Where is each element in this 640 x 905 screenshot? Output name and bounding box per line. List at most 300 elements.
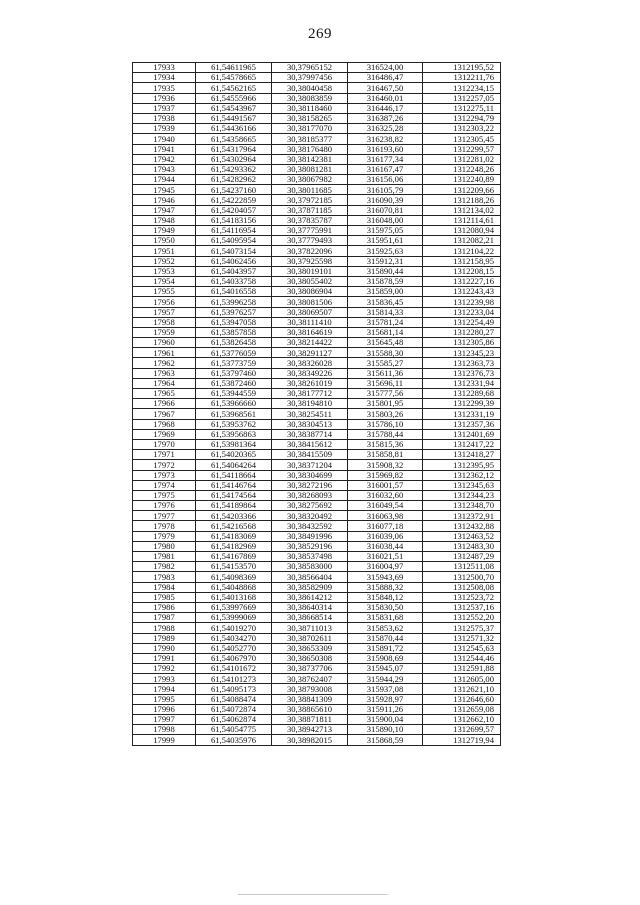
cell-y: 1312357,36 (423, 419, 501, 429)
cell-y: 1312345,63 (423, 480, 501, 490)
cell-num: 17981 (133, 552, 196, 562)
cell-y: 1312239,98 (423, 297, 501, 307)
table-row (133, 541, 501, 551)
cell-y: 1312158,95 (423, 256, 501, 266)
table-row (133, 389, 501, 399)
cell-num: 17944 (133, 175, 196, 185)
cell-x: 315831,68 (348, 613, 423, 623)
cell-lon: 30,38158265 (272, 113, 348, 123)
table-row (133, 63, 501, 73)
cell-y: 1312662,10 (423, 715, 501, 725)
cell-lat: 61,53776059 (196, 348, 272, 358)
cell-lon: 30,38491996 (272, 531, 348, 541)
table-row (133, 297, 501, 307)
cell-x: 315611,36 (348, 368, 423, 378)
cell-x: 315585,27 (348, 358, 423, 368)
cell-lon: 30,38081506 (272, 297, 348, 307)
table-row (133, 154, 501, 164)
table-row (133, 378, 501, 388)
table-row (133, 684, 501, 694)
cell-lat: 61,54611965 (196, 63, 272, 73)
table-row (133, 73, 501, 83)
cell-lon: 30,38349226 (272, 368, 348, 378)
coordinates-table (132, 62, 501, 746)
cell-x: 316070,81 (348, 205, 423, 215)
table-row (133, 562, 501, 572)
cell-lon: 30,38055402 (272, 276, 348, 286)
cell-lon: 30,38081281 (272, 164, 348, 174)
cell-num: 17961 (133, 348, 196, 358)
cell-x: 316238,82 (348, 134, 423, 144)
cell-lat: 61,53953762 (196, 419, 272, 429)
cell-lon: 30,38177712 (272, 389, 348, 399)
cell-num: 17975 (133, 490, 196, 500)
table-row (133, 226, 501, 236)
cell-y: 1312362,12 (423, 470, 501, 480)
table-row (133, 501, 501, 511)
table-row (133, 338, 501, 348)
cell-lon: 30,38268093 (272, 490, 348, 500)
coordinates-table-body (133, 63, 501, 746)
cell-num: 17995 (133, 694, 196, 704)
cell-x: 315951,61 (348, 236, 423, 246)
cell-y: 1312345,23 (423, 348, 501, 358)
cell-lon: 30,38185377 (272, 134, 348, 144)
cell-num: 17991 (133, 653, 196, 663)
cell-lat: 61,53872460 (196, 378, 272, 388)
cell-lat: 61,54116954 (196, 226, 272, 236)
cell-num: 17993 (133, 674, 196, 684)
table-row (133, 674, 501, 684)
cell-num: 17937 (133, 103, 196, 113)
cell-num: 17934 (133, 73, 196, 83)
cell-x: 315814,33 (348, 307, 423, 317)
cell-num: 17978 (133, 521, 196, 531)
cell-x: 315908,69 (348, 653, 423, 663)
cell-num: 17940 (133, 134, 196, 144)
cell-num: 17964 (133, 378, 196, 388)
cell-num: 17939 (133, 124, 196, 134)
page-number: 269 (308, 26, 332, 42)
cell-y: 1312248,26 (423, 164, 501, 174)
cell-y: 1312305,45 (423, 134, 501, 144)
cell-num: 17990 (133, 643, 196, 653)
cell-lon: 30,38793008 (272, 684, 348, 694)
cell-lon: 30,37871185 (272, 205, 348, 215)
cell-x: 315681,14 (348, 327, 423, 337)
cell-num: 17958 (133, 317, 196, 327)
cell-num: 17945 (133, 185, 196, 195)
cell-lat: 61,54436166 (196, 124, 272, 134)
cell-lat: 61,53966660 (196, 399, 272, 409)
cell-lat: 61,54182969 (196, 541, 272, 551)
table-row (133, 317, 501, 327)
cell-y: 1312699,57 (423, 725, 501, 735)
cell-y: 1312511,08 (423, 562, 501, 572)
cell-lat: 61,53976257 (196, 307, 272, 317)
cell-num: 17970 (133, 439, 196, 449)
cell-lat: 61,54282962 (196, 175, 272, 185)
cell-lat: 61,54183156 (196, 215, 272, 225)
cell-lon: 30,38737706 (272, 664, 348, 674)
cell-lat: 61,54317964 (196, 144, 272, 154)
cell-num: 17967 (133, 409, 196, 419)
cell-lon: 30,38111410 (272, 317, 348, 327)
cell-num: 17997 (133, 715, 196, 725)
cell-lat: 61,53981364 (196, 439, 272, 449)
cell-num: 17988 (133, 623, 196, 633)
cell-lat: 61,54062456 (196, 256, 272, 266)
cell-y: 1312227,16 (423, 276, 501, 286)
cell-y: 1312395,95 (423, 460, 501, 470)
table-row (133, 429, 501, 439)
cell-x: 316387,26 (348, 113, 423, 123)
cell-y: 1312523,72 (423, 592, 501, 602)
table-row (133, 592, 501, 602)
cell-lon: 30,37835787 (272, 215, 348, 225)
cell-y: 1312209,66 (423, 185, 501, 195)
cell-y: 1312305,86 (423, 338, 501, 348)
cell-lat: 61,54167869 (196, 552, 272, 562)
table-row (133, 450, 501, 460)
cell-lat: 61,54491567 (196, 113, 272, 123)
cell-x: 315781,24 (348, 317, 423, 327)
cell-lon: 30,38566404 (272, 572, 348, 582)
cell-lat: 61,54072874 (196, 704, 272, 714)
cell-lat: 61,54019270 (196, 623, 272, 633)
cell-lat: 61,54043957 (196, 266, 272, 276)
cell-lon: 30,38272196 (272, 480, 348, 490)
cell-num: 17962 (133, 358, 196, 368)
cell-lat: 61,54064264 (196, 460, 272, 470)
cell-y: 1312289,68 (423, 389, 501, 399)
cell-y: 1312544,46 (423, 653, 501, 663)
cell-y: 1312363,73 (423, 358, 501, 368)
cell-y: 1312552,20 (423, 613, 501, 623)
cell-x: 315912,31 (348, 256, 423, 266)
cell-lon: 30,38304699 (272, 470, 348, 480)
cell-x: 316038,44 (348, 541, 423, 551)
cell-num: 17987 (133, 613, 196, 623)
cell-lon: 30,38762407 (272, 674, 348, 684)
cell-y: 1312500,70 (423, 572, 501, 582)
table-row (133, 348, 501, 358)
table-row (133, 694, 501, 704)
table-row (133, 276, 501, 286)
cell-y: 1312372,91 (423, 511, 501, 521)
cell-lat: 61,54095173 (196, 684, 272, 694)
cell-y: 1312188,26 (423, 195, 501, 205)
cell-y: 1312348,70 (423, 501, 501, 511)
cell-num: 17973 (133, 470, 196, 480)
cell-num: 17949 (133, 226, 196, 236)
cell-x: 316001,57 (348, 480, 423, 490)
cell-num: 17998 (133, 725, 196, 735)
cell-lon: 30,38537498 (272, 552, 348, 562)
cell-num: 17938 (133, 113, 196, 123)
cell-lon: 30,38702611 (272, 633, 348, 643)
cell-x: 316048,00 (348, 215, 423, 225)
cell-lat: 61,54035976 (196, 735, 272, 745)
cell-x: 315815,36 (348, 439, 423, 449)
cell-num: 17999 (133, 735, 196, 745)
table-row (133, 195, 501, 205)
cell-lon: 30,38653309 (272, 643, 348, 653)
cell-num: 17956 (133, 297, 196, 307)
table-row (133, 246, 501, 256)
cell-lon: 30,38582909 (272, 582, 348, 592)
table-row (133, 480, 501, 490)
cell-lon: 30,38118460 (272, 103, 348, 113)
cell-lat: 61,54088474 (196, 694, 272, 704)
cell-num: 17985 (133, 592, 196, 602)
table-row (133, 287, 501, 297)
cell-num: 17968 (133, 419, 196, 429)
cell-x: 316063,98 (348, 511, 423, 521)
table-row (133, 409, 501, 419)
cell-lat: 61,54293362 (196, 164, 272, 174)
cell-y: 1312605,00 (423, 674, 501, 684)
cell-lat: 61,54020365 (196, 450, 272, 460)
cell-y: 1312719,94 (423, 735, 501, 745)
table-row (133, 399, 501, 409)
cell-lon: 30,37822096 (272, 246, 348, 256)
cell-lon: 30,38291127 (272, 348, 348, 358)
cell-lat: 61,54543967 (196, 103, 272, 113)
cell-y: 1312418,27 (423, 450, 501, 460)
cell-lat: 61,54073154 (196, 246, 272, 256)
cell-x: 315801,95 (348, 399, 423, 409)
cell-lat: 61,54562165 (196, 83, 272, 93)
cell-x: 315878,59 (348, 276, 423, 286)
cell-y: 1312331,19 (423, 409, 501, 419)
cell-y: 1312082,21 (423, 236, 501, 246)
cell-num: 17989 (133, 633, 196, 643)
table-row (133, 460, 501, 470)
table-row (133, 613, 501, 623)
cell-x: 315911,26 (348, 704, 423, 714)
table-row (133, 572, 501, 582)
cell-lon: 30,38067982 (272, 175, 348, 185)
table-row (133, 531, 501, 541)
cell-lat: 61,54222859 (196, 195, 272, 205)
cell-num: 17980 (133, 541, 196, 551)
cell-num: 17969 (133, 429, 196, 439)
cell-lat: 61,53947058 (196, 317, 272, 327)
cell-y: 1312545,63 (423, 643, 501, 653)
cell-x: 315858,81 (348, 450, 423, 460)
table-row (133, 215, 501, 225)
cell-x: 315969,82 (348, 470, 423, 480)
cell-y: 1312280,27 (423, 327, 501, 337)
cell-num: 17941 (133, 144, 196, 154)
cell-num: 17992 (133, 664, 196, 674)
table-row (133, 643, 501, 653)
cell-lon: 30,38982015 (272, 735, 348, 745)
cell-y: 1312646,60 (423, 694, 501, 704)
cell-num: 17950 (133, 236, 196, 246)
cell-num: 17936 (133, 93, 196, 103)
cell-lon: 30,38164619 (272, 327, 348, 337)
cell-lon: 30,38019101 (272, 266, 348, 276)
cell-num: 17948 (133, 215, 196, 225)
cell-num: 17983 (133, 572, 196, 582)
cell-y: 1312104,22 (423, 246, 501, 256)
cell-y: 1312621,10 (423, 684, 501, 694)
table-row (133, 256, 501, 266)
cell-x: 315890,10 (348, 725, 423, 735)
cell-lon: 30,38583000 (272, 562, 348, 572)
cell-x: 315788,44 (348, 429, 423, 439)
cell-x: 315696,11 (348, 378, 423, 388)
cell-num: 17982 (133, 562, 196, 572)
cell-lat: 61,54358665 (196, 134, 272, 144)
cell-y: 1312195,52 (423, 63, 501, 73)
cell-y: 1312254,49 (423, 317, 501, 327)
cell-x: 316325,28 (348, 124, 423, 134)
cell-y: 1312233,04 (423, 307, 501, 317)
cell-num: 17979 (133, 531, 196, 541)
cell-lon: 30,38650308 (272, 653, 348, 663)
cell-x: 315786,10 (348, 419, 423, 429)
cell-x: 315777,56 (348, 389, 423, 399)
cell-lat: 61,54095954 (196, 236, 272, 246)
cell-lon: 30,38261019 (272, 378, 348, 388)
cell-y: 1312376,73 (423, 368, 501, 378)
cell-num: 17953 (133, 266, 196, 276)
cell-num: 17933 (133, 63, 196, 73)
table-row (133, 664, 501, 674)
cell-y: 1312299,57 (423, 144, 501, 154)
cell-lon: 30,38086904 (272, 287, 348, 297)
cell-y: 1312537,16 (423, 602, 501, 612)
cell-num: 17963 (133, 368, 196, 378)
cell-y: 1312299,39 (423, 399, 501, 409)
cell-lon: 30,38326028 (272, 358, 348, 368)
cell-x: 315868,59 (348, 735, 423, 745)
cell-x: 316077,18 (348, 521, 423, 531)
table-row (133, 419, 501, 429)
cell-lon: 30,38275692 (272, 501, 348, 511)
cell-lon: 30,37972185 (272, 195, 348, 205)
cell-x: 316446,17 (348, 103, 423, 113)
cell-lat: 61,54101273 (196, 674, 272, 684)
cell-lat: 61,54174564 (196, 490, 272, 500)
cell-y: 1312275,11 (423, 103, 501, 113)
cell-x: 315848,12 (348, 592, 423, 602)
cell-x: 316167,47 (348, 164, 423, 174)
cell-num: 17986 (133, 602, 196, 612)
table-row (133, 103, 501, 113)
cell-x: 315803,26 (348, 409, 423, 419)
cell-y: 1312432,88 (423, 521, 501, 531)
cell-y: 1312208,15 (423, 266, 501, 276)
cell-y: 1312483,30 (423, 541, 501, 551)
cell-y: 1312508,08 (423, 582, 501, 592)
cell-num: 17952 (133, 256, 196, 266)
table-row (133, 144, 501, 154)
cell-x: 315853,62 (348, 623, 423, 633)
cell-x: 316486,47 (348, 73, 423, 83)
cell-lat: 61,54118664 (196, 470, 272, 480)
cell-num: 17960 (133, 338, 196, 348)
cell-lon: 30,38871811 (272, 715, 348, 725)
cell-y: 1312417,22 (423, 439, 501, 449)
cell-x: 315830,50 (348, 602, 423, 612)
cell-lat: 61,53944559 (196, 389, 272, 399)
cell-lon: 30,38529196 (272, 541, 348, 551)
table-row (133, 704, 501, 714)
cell-y: 1312294,79 (423, 113, 501, 123)
cell-lon: 30,37779493 (272, 236, 348, 246)
cell-lon: 30,38254511 (272, 409, 348, 419)
cell-lon: 30,38214422 (272, 338, 348, 348)
cell-y: 1312240,89 (423, 175, 501, 185)
cell-lat: 61,54153570 (196, 562, 272, 572)
table-row (133, 307, 501, 317)
cell-lon: 30,38304513 (272, 419, 348, 429)
cell-lat: 61,54203366 (196, 511, 272, 521)
cell-lon: 30,37997456 (272, 73, 348, 83)
cell-x: 315891,72 (348, 643, 423, 653)
cell-num: 17959 (133, 327, 196, 337)
cell-x: 316193,60 (348, 144, 423, 154)
table-row (133, 623, 501, 633)
table-row (133, 327, 501, 337)
cell-lat: 61,53797460 (196, 368, 272, 378)
cell-lat: 61,54048868 (196, 582, 272, 592)
cell-num: 17972 (133, 460, 196, 470)
cell-x: 315944,29 (348, 674, 423, 684)
cell-x: 315937,08 (348, 684, 423, 694)
cell-x: 315890,44 (348, 266, 423, 276)
table-row (133, 93, 501, 103)
table-row (133, 134, 501, 144)
cell-lat: 61,53997669 (196, 602, 272, 612)
cell-lon: 30,38387714 (272, 429, 348, 439)
cell-y: 1312243,43 (423, 287, 501, 297)
cell-lon: 30,38415509 (272, 450, 348, 460)
cell-num: 17965 (133, 389, 196, 399)
cell-x: 316090,39 (348, 195, 423, 205)
cell-x: 316105,79 (348, 185, 423, 195)
cell-y: 1312080,94 (423, 226, 501, 236)
cell-lon: 30,38083859 (272, 93, 348, 103)
cell-x: 315588,30 (348, 348, 423, 358)
cell-x: 316460,01 (348, 93, 423, 103)
cell-lat: 61,54034270 (196, 633, 272, 643)
cell-y: 1312591,88 (423, 664, 501, 674)
cell-lon: 30,38668514 (272, 613, 348, 623)
cell-lat: 61,54033758 (196, 276, 272, 286)
cell-num: 17946 (133, 195, 196, 205)
cell-lat: 61,53968561 (196, 409, 272, 419)
cell-x: 315945,07 (348, 664, 423, 674)
cell-lon: 30,38711013 (272, 623, 348, 633)
cell-lon: 30,38415612 (272, 439, 348, 449)
cell-y: 1312114,61 (423, 215, 501, 225)
cell-lat: 61,53999069 (196, 613, 272, 623)
cell-lon: 30,38841309 (272, 694, 348, 704)
cell-x: 315859,00 (348, 287, 423, 297)
table-row (133, 368, 501, 378)
cell-num: 17974 (133, 480, 196, 490)
cell-num: 17957 (133, 307, 196, 317)
cell-x: 316467,50 (348, 83, 423, 93)
table-row (133, 113, 501, 123)
table-row (133, 470, 501, 480)
cell-lat: 61,54016558 (196, 287, 272, 297)
